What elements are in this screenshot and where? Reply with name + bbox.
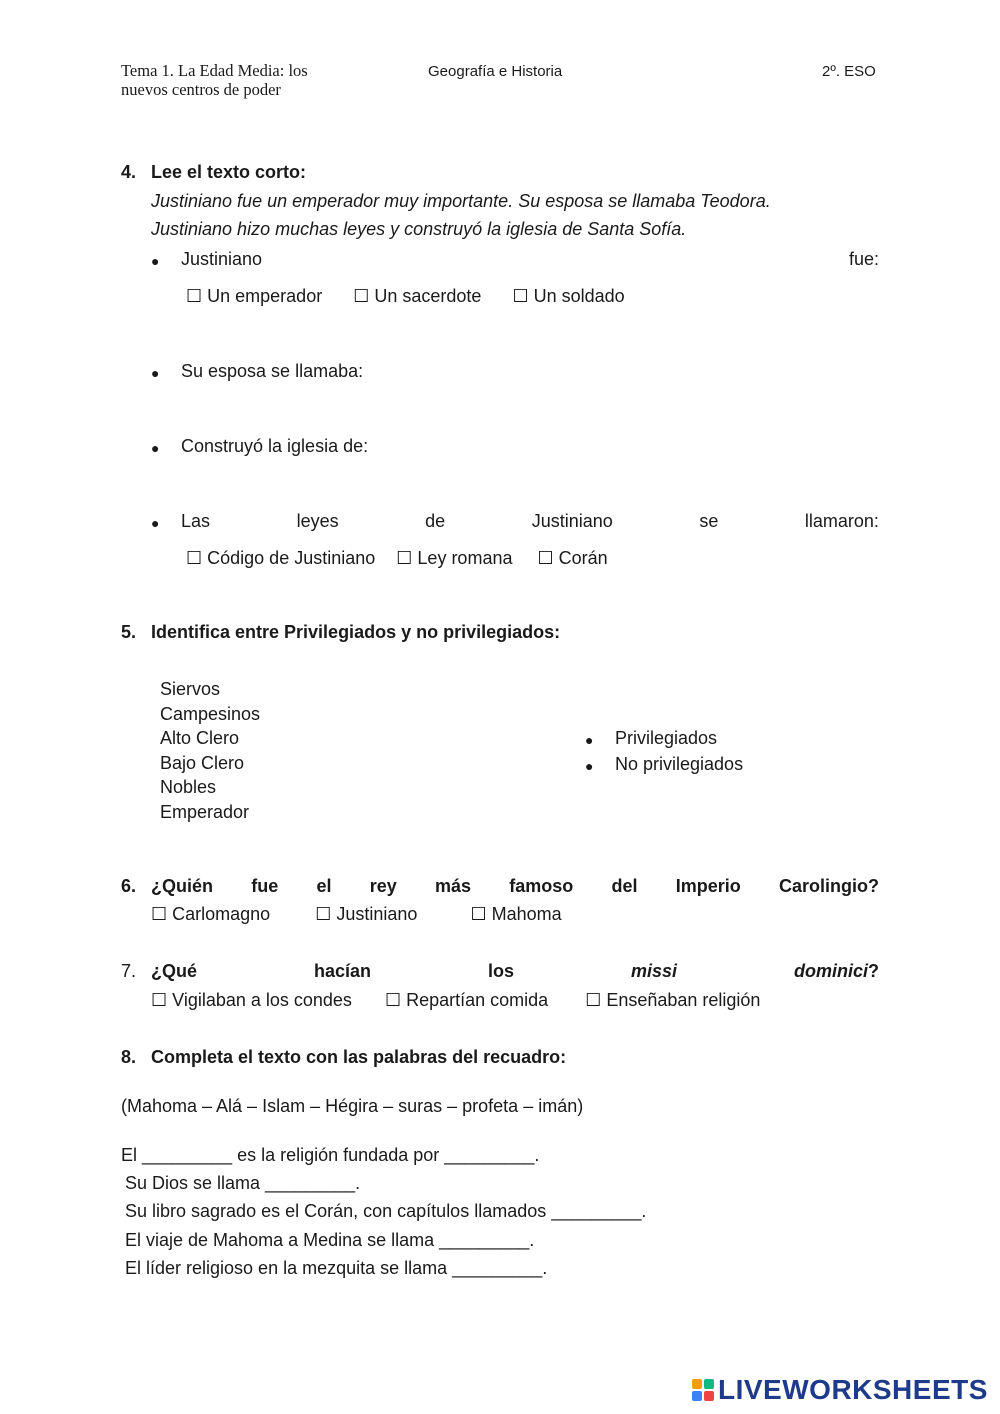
q6-question <box>151 876 879 897</box>
q6-word: fue <box>251 876 279 896</box>
q7-word-group <box>794 961 879 982</box>
q7-word: ¿Qué <box>151 961 198 981</box>
q4-item1-word: Justiniano <box>181 249 263 269</box>
q5-item[interactable]: Nobles <box>160 777 217 797</box>
q4-item4-word: se <box>699 511 719 531</box>
q7-options <box>151 990 786 1011</box>
q4-item4-question <box>181 511 879 532</box>
q8-fill-line[interactable]: Su libro sagrado es el Corán, con capítulos llamados _________. <box>125 1201 647 1221</box>
q7-word: missi <box>630 961 677 981</box>
q8-fill-line[interactable]: Su Dios se llama _________. <box>125 1173 361 1193</box>
logo-mark-square <box>704 1379 714 1389</box>
q6-word: Imperio <box>675 876 741 896</box>
q5-category-no-privilegiados[interactable]: No privilegiados <box>615 754 744 774</box>
bullet-icon: ● <box>151 365 160 381</box>
option-checkbox[interactable]: ☐ Repartían comida <box>384 990 549 1010</box>
bullet-icon: ● <box>151 440 160 456</box>
q4-number: 4. <box>121 162 137 182</box>
q4-item1-word: fue: <box>848 249 879 269</box>
option-checkbox[interactable]: ☐ Corán <box>537 548 608 568</box>
logo-text: LIVEWORKSHEETS <box>718 1374 988 1405</box>
option-checkbox[interactable]: ☐ Enseñaban religión <box>585 990 761 1010</box>
bullet-icon: ● <box>151 515 160 531</box>
q4-item4-word: Las <box>181 511 211 531</box>
q6-word: ¿Quién <box>151 876 213 896</box>
q6-number: 6. <box>121 876 137 896</box>
header-topic-line1: Tema 1. La Edad Media: los <box>121 61 308 80</box>
q5-item[interactable]: Alto Clero <box>160 728 240 748</box>
header-topic-line2: nuevos centros de poder <box>121 80 281 99</box>
bullet-icon: ● <box>151 253 160 269</box>
q4-text-line2: Justiniano hizo muchas leyes y construyó la iglesia de Santa Sofía. <box>151 219 687 239</box>
liveworksheets-logo <box>692 1374 988 1406</box>
q8-fill-line[interactable]: El líder religioso en la mezquita se llama _________. <box>125 1258 548 1278</box>
q6-word: Carolingio? <box>779 876 879 896</box>
q4-item2: Su esposa se llamaba: <box>181 361 364 381</box>
q4-item4-options <box>186 548 634 569</box>
logo-mark-icon <box>692 1379 714 1401</box>
option-checkbox[interactable]: ☐ Un sacerdote <box>353 286 482 306</box>
q4-item3: Construyó la iglesia de: <box>181 436 369 456</box>
option-checkbox[interactable]: ☐ Justiniano <box>315 904 418 924</box>
option-checkbox[interactable]: ☐ Un emperador <box>186 286 323 306</box>
q4-item1-options <box>186 286 651 307</box>
q6-word: el <box>316 876 332 896</box>
q8-number: 8. <box>121 1047 137 1067</box>
q5-item[interactable]: Bajo Clero <box>160 753 245 773</box>
q6-options <box>151 904 588 925</box>
q8-title: Completa el texto con las palabras del recuadro: <box>151 1047 567 1067</box>
option-checkbox[interactable]: ☐ Mahoma <box>470 904 562 924</box>
q5-number: 5. <box>121 622 137 642</box>
q5-item[interactable]: Siervos <box>160 679 221 699</box>
q5-title: Identifica entre Privilegiados y no privilegiados: <box>151 622 561 642</box>
q4-item4-word: Justiniano <box>531 511 613 531</box>
q4-item4-word: de <box>425 511 446 531</box>
q7-question <box>151 961 879 982</box>
option-checkbox[interactable]: ☐ Vigilaban a los condes <box>151 990 352 1010</box>
q8-fill-line[interactable]: El viaje de Mahoma a Medina se llama _________. <box>125 1230 535 1250</box>
bullet-icon: ● <box>585 758 594 774</box>
q4-item4-word: llamaron: <box>804 511 879 531</box>
option-checkbox[interactable]: ☐ Ley romana <box>396 548 513 568</box>
header-grade: 2º. ESO <box>822 63 876 80</box>
logo-mark-square <box>704 1391 714 1401</box>
q5-category-privilegiados[interactable]: Privilegiados <box>615 728 718 748</box>
logo-mark-square <box>692 1391 702 1401</box>
q4-text-line1: Justiniano fue un emperador muy importante. Su esposa se llamaba Teodora. <box>151 191 771 211</box>
q4-item1-question <box>181 249 879 270</box>
header-subject: Geografía e Historia <box>428 63 563 80</box>
q5-item[interactable]: Campesinos <box>160 704 261 724</box>
logo-mark-square <box>692 1379 702 1389</box>
q6-word: rey <box>369 876 397 896</box>
q6-word: del <box>611 876 638 896</box>
q6-word: más <box>434 876 472 896</box>
bullet-icon: ● <box>585 732 594 748</box>
option-checkbox[interactable]: ☐ Carlomagno <box>151 904 271 924</box>
q7-word: los <box>487 961 514 981</box>
q6-word: famoso <box>509 876 574 896</box>
q7-word: hacían <box>313 961 372 981</box>
q5-item[interactable]: Emperador <box>160 802 250 822</box>
option-checkbox[interactable]: ☐ Un soldado <box>512 286 625 306</box>
q4-item4-word: leyes <box>296 511 339 531</box>
q4-title: Lee el texto corto: <box>151 162 307 182</box>
q8-word-bank: (Mahoma – Alá – Islam – Hégira – suras – profeta – imán) <box>121 1096 584 1116</box>
q7-word: ? <box>867 961 879 981</box>
option-checkbox[interactable]: ☐ Código de Justiniano <box>186 548 376 568</box>
q8-fill-line[interactable]: El _________ es la religión fundada por _________. <box>121 1145 540 1165</box>
q7-number: 7. <box>121 961 137 981</box>
q7-word: dominici <box>793 961 868 981</box>
